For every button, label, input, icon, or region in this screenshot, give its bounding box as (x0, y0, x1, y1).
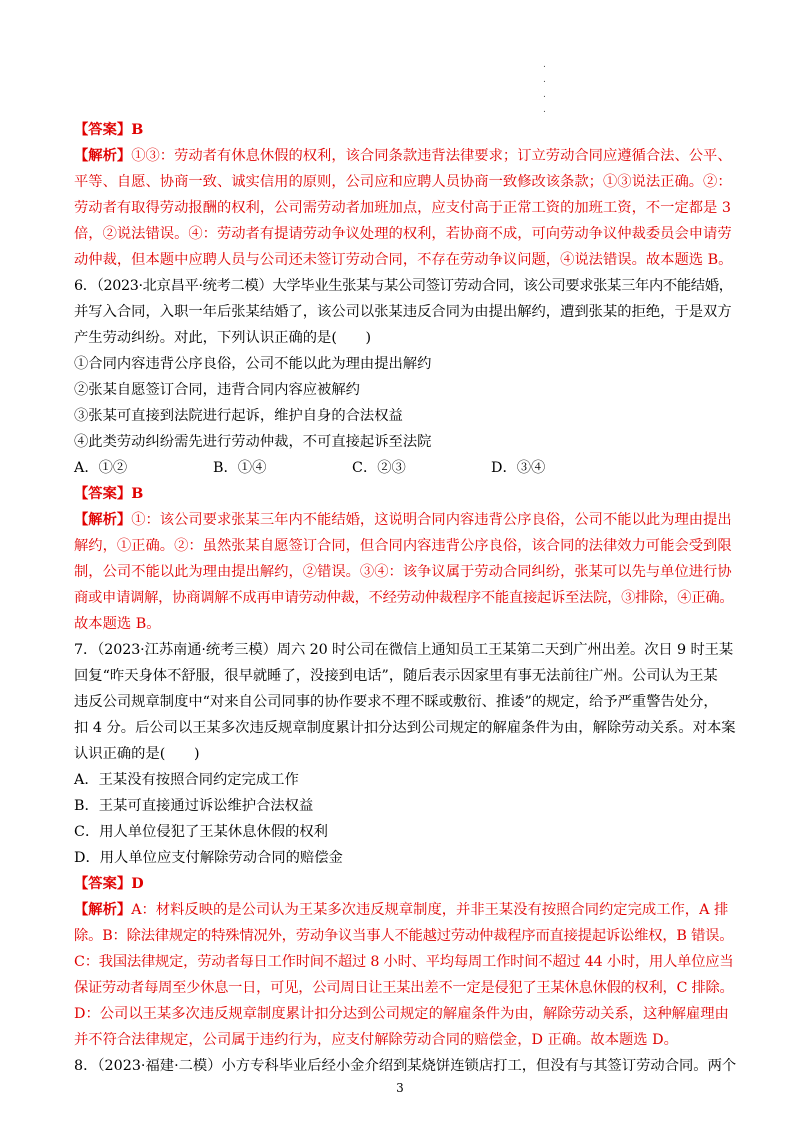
q6-stem-line: 6．（2023·北京昌平·统考二模）大学毕业生张某与某公司签订劳动合同，该公司要求张某三年内不能结婚， (74, 278, 733, 294)
q5-analysis-line: 【解析】①③：劳动者有休息休假的权利，该合同条款违背法律要求；订立劳动合同应遵循合法、公平、 (74, 148, 732, 164)
q6-option-c: C．②③ (352, 460, 406, 476)
q5-analysis-line: 倍，②说法错误。④：劳动者有提请劳动争议处理的权利，若协商不成，可向劳动争议仲裁委员会申请劳 (74, 226, 732, 242)
page-content (74, 117, 736, 1079)
q7-stem-line: 违反公司规章制度中“对来自公司同事的协作要求不理不睬或敷衍、推诿”的规定，给予严重警告处分， (74, 694, 718, 710)
q7-analysis-line: 保证劳动者每周至少休息一日，可见，公司周日让王某出差不一定是侵犯了王某休息休假的权利，C 排除。 (74, 980, 734, 996)
q5-analysis-line: 劳动者有取得劳动报酬的权利，公司需劳动者加班加点，应支付高于正常工资的加班工资，不一定都是 3 (74, 200, 731, 216)
q7-analysis-line: D：公司以王某多次违反规章制度累计扣分达到公司规定的解雇条件为由，解除劳动关系，这种解雇理由 (74, 1006, 729, 1022)
margin-dot: . (543, 105, 546, 115)
q5-analysis-line: 平等、自愿、协商一致、诚实信用的原则，公司应和应聘人员协商一致修改该条款；①③说法正确。②： (74, 174, 732, 190)
q7-stem-line: 7．（2023·江苏南通·统考三模）周六 20 时公司在微信上通知员工王某第二天到广州出差。次日 9 时王某 (74, 642, 734, 658)
margin-dot: . (543, 60, 546, 70)
q6-option-b: B．①④ (213, 460, 267, 476)
q6-statement: ④此类劳动纠纷需先进行劳动仲裁，不可直接起诉至法院 (74, 434, 432, 450)
q7-stem-line: 认识正确的是( ) (74, 746, 200, 762)
q5-analysis-line: 动仲裁，但本题中应聘人员与公司还未签订劳动合同，不存在劳动争议问题，④说法错误。故本题选 B。 (74, 252, 733, 268)
q7-option-b: B．王某可直接通过诉讼维护合法权益 (74, 798, 314, 814)
q6-stem-line: 并写入合同，入职一年后张某结婚了，该公司以张某违反合同为由提出解约，遭到张某的拒绝，于是双方 (74, 304, 732, 320)
margin-dot: . (543, 75, 546, 85)
q6-answer: 【答案】B (74, 486, 144, 502)
q6-option-d: D．③④ (491, 460, 546, 476)
q6-statement: ②张某自愿签订合同，违背合同内容应被解约 (74, 382, 360, 398)
q7-option-a: A．王某没有按照合同约定完成工作 (74, 772, 299, 788)
q6-option-a: A．①② (74, 460, 128, 476)
q7-analysis-line: 【解析】A：材料反映的是公司认为王某多次违反规章制度，并非王某没有按照合同约定完成工作，A 排 (74, 902, 729, 918)
q7-analysis-line: 除。B：除法律规定的特殊情况外，劳动争议当事人不能越过劳动仲裁程序而直接提起诉讼维权，B 错误。 (74, 928, 734, 944)
q6-analysis-line: 故本题选 B。 (74, 616, 161, 632)
q6-statement: ③张某可直接到法院进行起诉，维护自身的合法权益 (74, 408, 403, 424)
q7-stem-line: 扣 4 分。后公司以王某多次违反规章制度累计扣分达到公司规定的解雇条件为由，解除劳动关系。对本案 (74, 720, 736, 736)
q8-stem-line: 8．（2023·福建·二模）小方专科毕业后经小金介绍到某烧饼连锁店打工，但没有与其签订劳动合同。两个 (74, 1058, 737, 1074)
q6-analysis-line: 制，公司不能以此为理由提出解约，②错误。③④：该争议属于劳动合同纠纷，张某可以先与单位进行协 (74, 564, 732, 580)
page-number: 3 (396, 1081, 404, 1095)
q7-analysis-line: 并不符合法律规定，公司属于违约行为，应支付解除劳动合同的赔偿金，D 正确。故本题选 D。 (74, 1032, 678, 1048)
q6-options (74, 455, 736, 481)
margin-dots (543, 58, 547, 118)
q6-analysis-line: 【解析】①：该公司要求张某三年内不能结婚，这说明合同内容违背公序良俗，公司不能以此为理由提出 (74, 512, 732, 528)
q5-answer: 【答案】B (74, 122, 144, 138)
q7-analysis-line: C：我国法律规定，劳动者每日工作时间不超过 8 小时、平均每周工作时间不超过 44 小时，用人单位应当 (74, 954, 734, 970)
q7-option-d: D．用人单位应支付解除劳动合同的赔偿金 (74, 850, 343, 866)
q7-answer: 【答案】D (74, 876, 144, 892)
margin-dot: . (543, 90, 546, 100)
q6-analysis-line: 解约，①正确。②：虽然张某自愿签订合同，但合同内容违背公序良俗，该合同的法律效力可能会受到限 (74, 538, 732, 554)
q6-analysis-line: 商或申请调解，协商调解不成再申请劳动仲裁，不经劳动仲裁程序不能直接起诉至法院，③排除，④正确。 (74, 590, 734, 606)
q7-stem-line: 回复“昨天身体不舒服，很早就睡了，没接到电话”，随后表示因家里有事无法前往广州。公司认为王某 (74, 668, 718, 684)
q6-stem-line: 产生劳动纠纷。对此，下列认识正确的是( ) (74, 330, 372, 346)
q7-option-c: C．用人单位侵犯了王某休息休假的权利 (74, 824, 328, 840)
q6-statement: ①合同内容违背公序良俗，公司不能以此为理由提出解约 (74, 356, 432, 372)
